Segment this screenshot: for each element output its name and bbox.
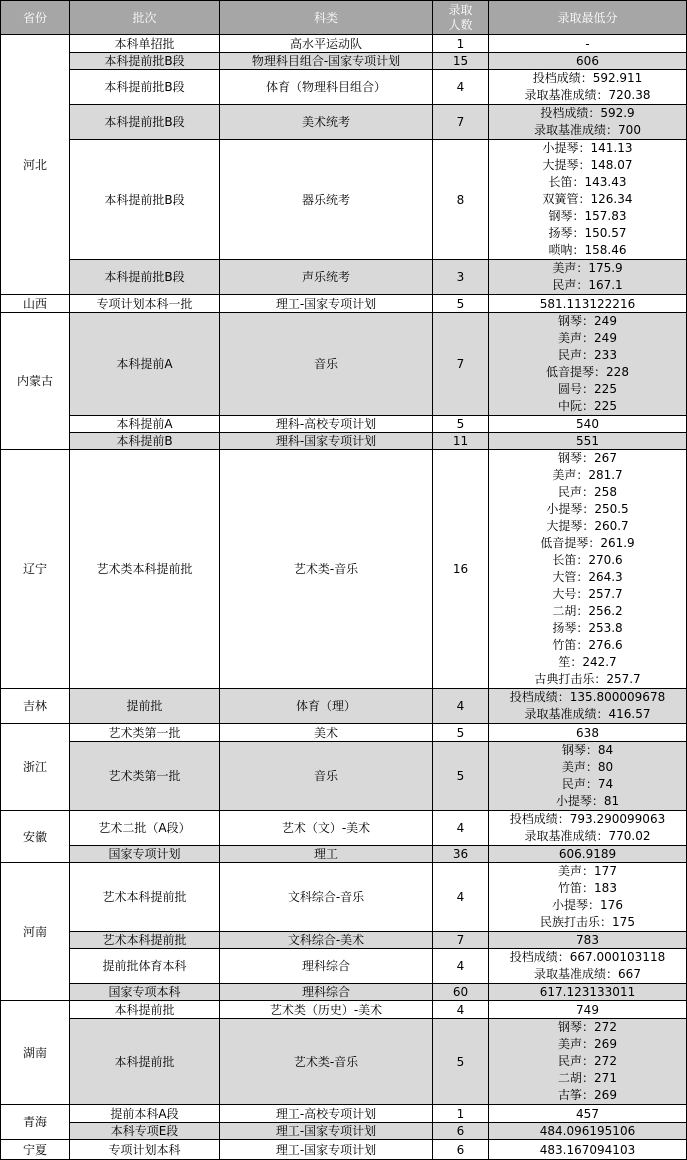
cell-count: 3 xyxy=(433,260,489,295)
score-line: 钢琴：157.83 xyxy=(548,209,627,223)
cell-min-score xyxy=(489,313,687,416)
cell-batch: 本科提前批B段 xyxy=(70,105,220,140)
cell-batch: 艺术本科提前批 xyxy=(70,932,220,949)
cell-min-score xyxy=(489,984,687,1001)
cell-subject: 体育（物理科目组合） xyxy=(220,70,433,105)
score-line: 二胡：271 xyxy=(558,1071,617,1085)
cell-count: 4 xyxy=(433,863,489,932)
cell-min-score xyxy=(489,70,687,105)
cell-min-score xyxy=(489,863,687,932)
cell-batch: 艺术类第一批 xyxy=(70,742,220,811)
cell-province: 河南 xyxy=(1,863,70,1001)
score-line: 唢呐：158.46 xyxy=(548,243,627,257)
score-line: 长笛：143.43 xyxy=(548,175,627,189)
cell-batch: 本科提前A xyxy=(70,313,220,416)
cell-province: 辽宁 xyxy=(1,450,70,689)
cell-min-score xyxy=(489,742,687,811)
score-line: 录取基准成绩：770.02 xyxy=(524,829,651,843)
cell-batch: 专项计划本科 xyxy=(70,1140,220,1160)
score-line: 钢琴：249 xyxy=(558,314,617,328)
cell-batch: 专项计划本科一批 xyxy=(70,295,220,313)
cell-province: 浙江 xyxy=(1,724,70,811)
cell-count: 60 xyxy=(433,984,489,1001)
score-line: 扬琴：253.8 xyxy=(552,621,623,635)
cell-province: 安徽 xyxy=(1,811,70,863)
cell-subject: 物理科目组合-国家专项计划 xyxy=(220,53,433,70)
cell-min-score xyxy=(489,1001,687,1019)
cell-count: 4 xyxy=(433,689,489,724)
score-line: 483.167094103 xyxy=(539,1142,636,1157)
cell-min-score xyxy=(489,416,687,433)
cell-subject: 理科-高校专项计划 xyxy=(220,416,433,433)
score-line: 大提琴：260.7 xyxy=(546,519,629,533)
cell-count: 7 xyxy=(433,932,489,949)
score-line: 中阮：225 xyxy=(558,399,617,413)
score-line: 484.096195106 xyxy=(539,1124,636,1138)
cell-batch: 本科提前批B段 xyxy=(70,70,220,105)
score-line: 大管：264.3 xyxy=(552,570,623,584)
cell-province: 内蒙古 xyxy=(1,313,70,450)
score-line: 美声：281.7 xyxy=(552,468,623,482)
cell-min-score xyxy=(489,724,687,742)
cell-batch: 艺术类本科提前批 xyxy=(70,450,220,689)
cell-subject: 理工 xyxy=(220,846,433,863)
score-line: 749 xyxy=(576,1002,599,1017)
score-line: 长笛：270.6 xyxy=(552,553,623,567)
cell-count: 16 xyxy=(433,450,489,689)
table-row xyxy=(1,742,687,811)
score-line: - xyxy=(585,36,590,51)
score-line: 638 xyxy=(576,725,599,740)
table-row xyxy=(1,140,687,260)
table-row xyxy=(1,35,687,53)
table-row xyxy=(1,53,687,70)
header-count: 录取 人数 xyxy=(433,1,489,35)
cell-min-score xyxy=(489,433,687,450)
table-row xyxy=(1,863,687,932)
score-line: 竹笛：276.6 xyxy=(552,638,623,652)
cell-count: 5 xyxy=(433,724,489,742)
table-row xyxy=(1,1001,687,1019)
score-line: 录取基准成绩：416.57 xyxy=(524,707,651,721)
cell-batch: 本科提前批B段 xyxy=(70,140,220,260)
cell-subject: 理科综合 xyxy=(220,949,433,984)
cell-batch: 本科提前A xyxy=(70,416,220,433)
cell-min-score xyxy=(489,450,687,689)
score-line: 古典打击乐：257.7 xyxy=(534,672,641,686)
cell-batch: 艺术二批（A段） xyxy=(70,811,220,846)
table-row xyxy=(1,689,687,724)
cell-batch: 提前批体育本科 xyxy=(70,949,220,984)
cell-min-score xyxy=(489,295,687,313)
cell-min-score xyxy=(489,1105,687,1123)
score-line: 783 xyxy=(576,933,599,947)
score-line: 美声：80 xyxy=(561,760,614,774)
cell-subject: 声乐统考 xyxy=(220,260,433,295)
table-row xyxy=(1,313,687,416)
cell-batch: 本科单招批 xyxy=(70,35,220,53)
table-row xyxy=(1,1123,687,1140)
cell-subject: 美术 xyxy=(220,724,433,742)
table-row xyxy=(1,984,687,1001)
score-line: 540 xyxy=(576,417,599,431)
score-line: 小提琴：176 xyxy=(552,898,623,912)
cell-subject: 艺术类（历史）-美术 xyxy=(220,1001,433,1019)
table-row xyxy=(1,949,687,984)
score-line: 美声：269 xyxy=(558,1037,617,1051)
cell-batch: 本科提前批B段 xyxy=(70,53,220,70)
score-line: 606.9189 xyxy=(558,847,617,861)
cell-province: 宁夏 xyxy=(1,1140,70,1160)
score-line: 投档成绩：592.911 xyxy=(532,71,643,85)
score-line: 民族打击乐：175 xyxy=(540,915,635,929)
score-line: 民声：272 xyxy=(558,1054,617,1068)
cell-batch: 本科提前批B段 xyxy=(70,260,220,295)
score-line: 617.123133011 xyxy=(539,985,636,999)
cell-count: 6 xyxy=(433,1140,489,1160)
cell-count: 4 xyxy=(433,811,489,846)
cell-subject: 理工-国家专项计划 xyxy=(220,1140,433,1160)
score-line: 小提琴：141.13 xyxy=(542,141,633,155)
cell-count: 11 xyxy=(433,433,489,450)
cell-batch: 本科提前B xyxy=(70,433,220,450)
cell-count: 4 xyxy=(433,1001,489,1019)
cell-count: 7 xyxy=(433,313,489,416)
score-line: 大号：257.7 xyxy=(552,587,623,601)
table-row xyxy=(1,811,687,846)
cell-subject: 理工-高校专项计划 xyxy=(220,1105,433,1123)
cell-count: 6 xyxy=(433,1123,489,1140)
cell-batch: 提前批 xyxy=(70,689,220,724)
cell-subject: 器乐统考 xyxy=(220,140,433,260)
score-line: 钢琴：84 xyxy=(561,743,614,757)
cell-min-score xyxy=(489,53,687,70)
cell-count: 15 xyxy=(433,53,489,70)
table-row xyxy=(1,416,687,433)
header-province: 省份 xyxy=(1,1,70,35)
score-line: 低音提琴：228 xyxy=(546,365,629,379)
cell-min-score xyxy=(489,1019,687,1105)
table-row xyxy=(1,295,687,313)
score-line: 投档成绩：667.000103118 xyxy=(509,950,666,964)
score-line: 美声：249 xyxy=(558,331,617,345)
table-row xyxy=(1,724,687,742)
header-subject: 科类 xyxy=(220,1,433,35)
cell-count: 7 xyxy=(433,105,489,140)
score-line: 小提琴：250.5 xyxy=(546,502,629,516)
cell-subject: 理科-国家专项计划 xyxy=(220,433,433,450)
table-row xyxy=(1,260,687,295)
table-row xyxy=(1,1105,687,1123)
cell-batch: 艺术本科提前批 xyxy=(70,863,220,932)
score-line: 民声：74 xyxy=(561,777,614,791)
score-line: 民声：167.1 xyxy=(552,278,623,292)
score-line: 美声：177 xyxy=(558,864,617,878)
cell-subject: 美术统考 xyxy=(220,105,433,140)
cell-count: 8 xyxy=(433,140,489,260)
cell-subject: 理工-国家专项计划 xyxy=(220,295,433,313)
cell-min-score xyxy=(489,1123,687,1140)
table-row xyxy=(1,1019,687,1105)
score-line: 581.113122216 xyxy=(539,296,636,311)
cell-subject: 理工-国家专项计划 xyxy=(220,1123,433,1140)
cell-min-score xyxy=(489,846,687,863)
cell-batch: 本科提前批 xyxy=(70,1019,220,1105)
table-row xyxy=(1,70,687,105)
cell-batch: 本科提前批 xyxy=(70,1001,220,1019)
cell-min-score xyxy=(489,949,687,984)
cell-count: 1 xyxy=(433,1105,489,1123)
cell-count: 5 xyxy=(433,416,489,433)
cell-count: 4 xyxy=(433,70,489,105)
cell-province: 湖南 xyxy=(1,1001,70,1105)
score-line: 录取基准成绩：667 xyxy=(534,967,641,981)
cell-subject: 艺术（文）-美术 xyxy=(220,811,433,846)
cell-min-score xyxy=(489,260,687,295)
cell-subject: 体育（理） xyxy=(220,689,433,724)
score-line: 双簧管：126.34 xyxy=(542,192,633,206)
cell-subject: 高水平运动队 xyxy=(220,35,433,53)
cell-count: 5 xyxy=(433,742,489,811)
score-line: 551 xyxy=(576,434,599,448)
table-row xyxy=(1,450,687,689)
cell-count: 36 xyxy=(433,846,489,863)
cell-subject: 艺术类-音乐 xyxy=(220,450,433,689)
score-line: 457 xyxy=(576,1106,599,1121)
score-line: 笙：242.7 xyxy=(558,655,617,669)
header-row xyxy=(1,1,687,35)
score-line: 钢琴：267 xyxy=(558,451,617,465)
cell-subject: 音乐 xyxy=(220,313,433,416)
cell-min-score xyxy=(489,1140,687,1160)
cell-subject: 文科综合-音乐 xyxy=(220,863,433,932)
header-min-score: 录取最低分 xyxy=(489,1,687,35)
cell-subject: 艺术类-音乐 xyxy=(220,1019,433,1105)
cell-count: 5 xyxy=(433,295,489,313)
table-row xyxy=(1,1140,687,1160)
score-line: 录取基准成绩：720.38 xyxy=(524,88,651,102)
cell-min-score xyxy=(489,105,687,140)
score-line: 投档成绩：135.800009678 xyxy=(509,690,666,704)
score-line: 竹笛：183 xyxy=(558,881,617,895)
cell-min-score xyxy=(489,140,687,260)
cell-batch: 提前本科A段 xyxy=(70,1105,220,1123)
cell-batch: 本科专项E段 xyxy=(70,1123,220,1140)
cell-count: 5 xyxy=(433,1019,489,1105)
score-line: 小提琴：81 xyxy=(555,794,620,808)
cell-subject: 理科综合 xyxy=(220,984,433,1001)
cell-province: 吉林 xyxy=(1,689,70,724)
score-line: 古筝：269 xyxy=(558,1088,617,1102)
table-body xyxy=(1,35,687,1160)
cell-count: 4 xyxy=(433,949,489,984)
score-line: 二胡：256.2 xyxy=(552,604,623,618)
score-line: 民声：233 xyxy=(558,348,617,362)
score-line: 大提琴：148.07 xyxy=(542,158,633,172)
score-line: 民声：258 xyxy=(558,485,617,499)
score-line: 606 xyxy=(576,54,599,68)
table-row xyxy=(1,433,687,450)
cell-min-score xyxy=(489,932,687,949)
cell-min-score xyxy=(489,689,687,724)
cell-province: 青海 xyxy=(1,1105,70,1140)
cell-batch: 国家专项计划 xyxy=(70,846,220,863)
cell-subject: 音乐 xyxy=(220,742,433,811)
cell-province: 河北 xyxy=(1,35,70,295)
header-batch: 批次 xyxy=(70,1,220,35)
score-line: 扬琴：150.57 xyxy=(548,226,627,240)
table-row xyxy=(1,846,687,863)
score-line: 投档成绩：793.290099063 xyxy=(509,812,666,826)
cell-batch: 国家专项本科 xyxy=(70,984,220,1001)
cell-min-score xyxy=(489,35,687,53)
cell-count: 1 xyxy=(433,35,489,53)
cell-subject: 文科综合-美术 xyxy=(220,932,433,949)
score-line: 美声：175.9 xyxy=(552,261,623,275)
score-line: 投档成绩：592.9 xyxy=(540,106,635,120)
cell-min-score xyxy=(489,811,687,846)
table-row xyxy=(1,105,687,140)
score-line: 录取基准成绩：700 xyxy=(534,123,641,137)
cell-batch: 艺术类第一批 xyxy=(70,724,220,742)
table-row xyxy=(1,932,687,949)
score-line: 圆号：225 xyxy=(558,382,617,396)
cell-province: 山西 xyxy=(1,295,70,313)
score-line: 低音提琴：261.9 xyxy=(540,536,635,550)
score-line: 钢琴：272 xyxy=(558,1020,617,1034)
